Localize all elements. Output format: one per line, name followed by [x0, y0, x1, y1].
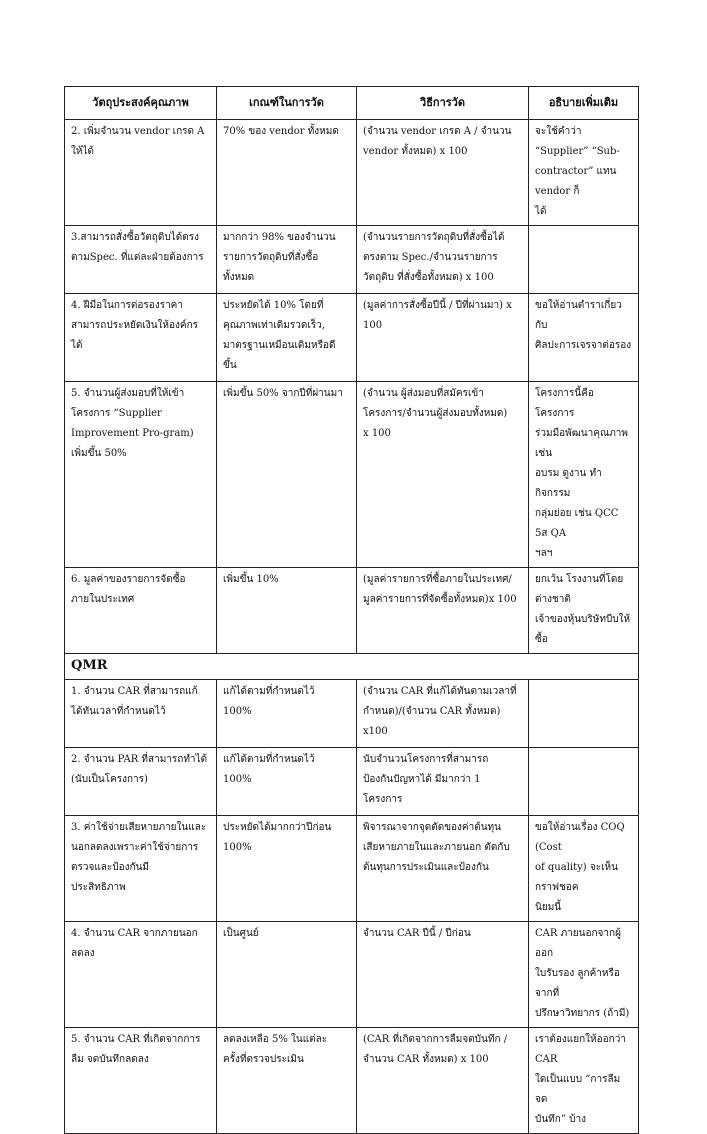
objective-cell: 2. จำนวน PAR ที่สามารถทำได้ (นับเป็นโครงการ)	[65, 748, 217, 816]
criteria-cell: ประหยัดได้มากกว่าปีก่อน 100%	[217, 816, 357, 922]
notes-cell: จะใช้คำว่า “Supplier” “Sub- contractor” แทน vendor ก็ ได้	[529, 120, 639, 226]
method-cell: (มูลค่าการสั่งซื้อปีนี้ / ปีที่ผ่านมา) x 100	[357, 294, 529, 382]
document-page	[64, 86, 638, 1134]
criteria-cell: ประหยัดได้ 10% โดยที่ คุณภาพเท่าเดิมรวดเร็ว, มาตรฐานเหมือนเดิมหรือดี ขึ้น	[217, 294, 357, 382]
section-row-qmr	[65, 654, 639, 680]
table-header	[65, 87, 639, 120]
table-row	[65, 382, 639, 568]
table-row	[65, 1028, 639, 1134]
table-row	[65, 226, 639, 294]
header-notes: อธิบายเพิ่มเติม	[529, 87, 639, 120]
notes-cell	[529, 748, 639, 816]
objective-cell: 3.สามารถสั่งซื้อวัตถุดิบได้ตรง ตามSpec. ที่แต่ละฝ่ายต้องการ	[65, 226, 217, 294]
notes-cell: ยกเว้น โรงงานที่โดยต่างชาติ เจ้าของหุ้นบริษัทบีบให้ซื้อ	[529, 568, 639, 654]
objective-cell: 6. มูลค่าของรายการจัดซื้อ ภายในประเทศ	[65, 568, 217, 654]
objective-cell: 4. จำนวน CAR จากภายนอก ลดลง	[65, 922, 217, 1028]
criteria-cell: 70% ของ vendor ทั้งหมด	[217, 120, 357, 226]
criteria-cell: แก้ได้ตามที่กำหนดไว้ 100%	[217, 748, 357, 816]
method-cell: (มูลค่ารายการที่ซื้อภายในประเทศ/ มูลค่ารายการที่จัดซื้อทั้งหมด)x 100	[357, 568, 529, 654]
header-method: วิธีการวัด	[357, 87, 529, 120]
notes-cell: เราต้องแยกให้ออกว่า CAR ใดเป็นแบบ “การลืมจด บันทึก” บ้าง	[529, 1028, 639, 1134]
method-cell: (จำนวนรายการวัตถุดิบที่สั่งซื้อได้ ตรงตาม Spec./จำนวนรายการ วัตถุดิบ ที่สั่งซื้อทั้งหมด) x 100	[357, 226, 529, 294]
notes-cell	[529, 226, 639, 294]
header-row	[65, 87, 639, 120]
notes-cell: โครงการนี้คือ โครงการ ร่วมมือพัฒนาคุณภาพ เช่น อบรม ดูงาน ทำกิจกรรม กลุ่มย่อย เช่น QCC 5ส QA ฯลฯ	[529, 382, 639, 568]
objective-cell: 5. จำนวน CAR ที่เกิดจากการ ลืม จดบันทึกลดลง	[65, 1028, 217, 1134]
table-body	[65, 120, 639, 1134]
section-label: QMR	[65, 654, 639, 680]
notes-cell	[529, 680, 639, 748]
method-cell: (CAR ที่เกิดจากการลืมจดบันทึก / จำนวน CAR ทั้งหมด) x 100	[357, 1028, 529, 1134]
method-cell: (จำนวน CAR ที่แก้ได้ทันตามเวลาที่ กำหนด)/(จำนวน CAR ทั้งหมด) x100	[357, 680, 529, 748]
criteria-cell: เพิ่มขึ้น 50% จากปีที่ผ่านมา	[217, 382, 357, 568]
notes-cell: ขอให้อ่านตำราเกี่ยวกับ ศิลปะการเจรจาต่อรอง	[529, 294, 639, 382]
header-objective: วัตถุประสงค์คุณภาพ	[65, 87, 217, 120]
method-cell: (จำนวน vendor เกรด A / จำนวน vendor ทั้งหมด) x 100	[357, 120, 529, 226]
table-row	[65, 568, 639, 654]
objective-cell: 2. เพิ่มจำนวน vendor เกรด A ให้ได้	[65, 120, 217, 226]
notes-cell: ขอให้อ่านเรื่อง COQ (Cost of quality) จะเห็นกราฟชอค นิยมนี้	[529, 816, 639, 922]
method-cell: (จำนวน ผู้ส่งมอบที่สมัครเข้า โครงการ/จำนวนผู้ส่งมอบทั้งหมด) x 100	[357, 382, 529, 568]
objective-cell: 5. จำนวนผู้ส่งมอบที่ให้เข้า โครงการ “Supplier Improvement Pro-gram) เพิ่มขึ้น 50%	[65, 382, 217, 568]
criteria-cell: แก้ได้ตามที่กำหนดไว้ 100%	[217, 680, 357, 748]
method-cell: นับจำนวนโครงการที่สามารถ ป้องกันปัญหาได้ มีมากว่า 1 โครงการ	[357, 748, 529, 816]
table-row	[65, 816, 639, 922]
criteria-cell: เป็นศูนย์	[217, 922, 357, 1028]
header-criteria: เกณฑ์ในการวัด	[217, 87, 357, 120]
objective-cell: 3. ค่าใช้จ่ายเสียหายภายในและ นอกลดลงเพราะค่าใช้จ่ายการ ตรวจและป้องกันมี ประสิทธิภาพ	[65, 816, 217, 922]
method-cell: พิจารณาจากจุดตัดของค่าต้นทุน เสียหายภายในและภายนอก ตัดกับ ต้นทุนการประเมินและป้องกัน	[357, 816, 529, 922]
objective-cell: 1. จำนวน CAR ที่สามารถแก้ ได้ทันเวลาที่กำหนดไว้	[65, 680, 217, 748]
table-row	[65, 680, 639, 748]
table-row	[65, 120, 639, 226]
notes-cell: CAR ภายนอกจากผู้ออก ใบรับรอง ลูกค้าหรือจากที่ ปรึกษาวิทยากร (ถ้ามี)	[529, 922, 639, 1028]
criteria-cell: เพิ่มขึ้น 10%	[217, 568, 357, 654]
criteria-cell: มากกว่า 98% ของจำนวน รายการวัตถุดิบที่สั่งซื้อ ทั้งหมด	[217, 226, 357, 294]
quality-objectives-table	[64, 86, 639, 1134]
objective-cell: 4. ฝีมือในการต่อรองราคา สามารถประหยัดเงินให้องค์กร ได้	[65, 294, 217, 382]
table-row	[65, 748, 639, 816]
table-row	[65, 294, 639, 382]
method-cell: จำนวน CAR ปีนี้ / ปีก่อน	[357, 922, 529, 1028]
criteria-cell: ลดลงเหลือ 5% ในแต่ละ ครั้งที่ตรวจประเมิน	[217, 1028, 357, 1134]
table-row	[65, 922, 639, 1028]
